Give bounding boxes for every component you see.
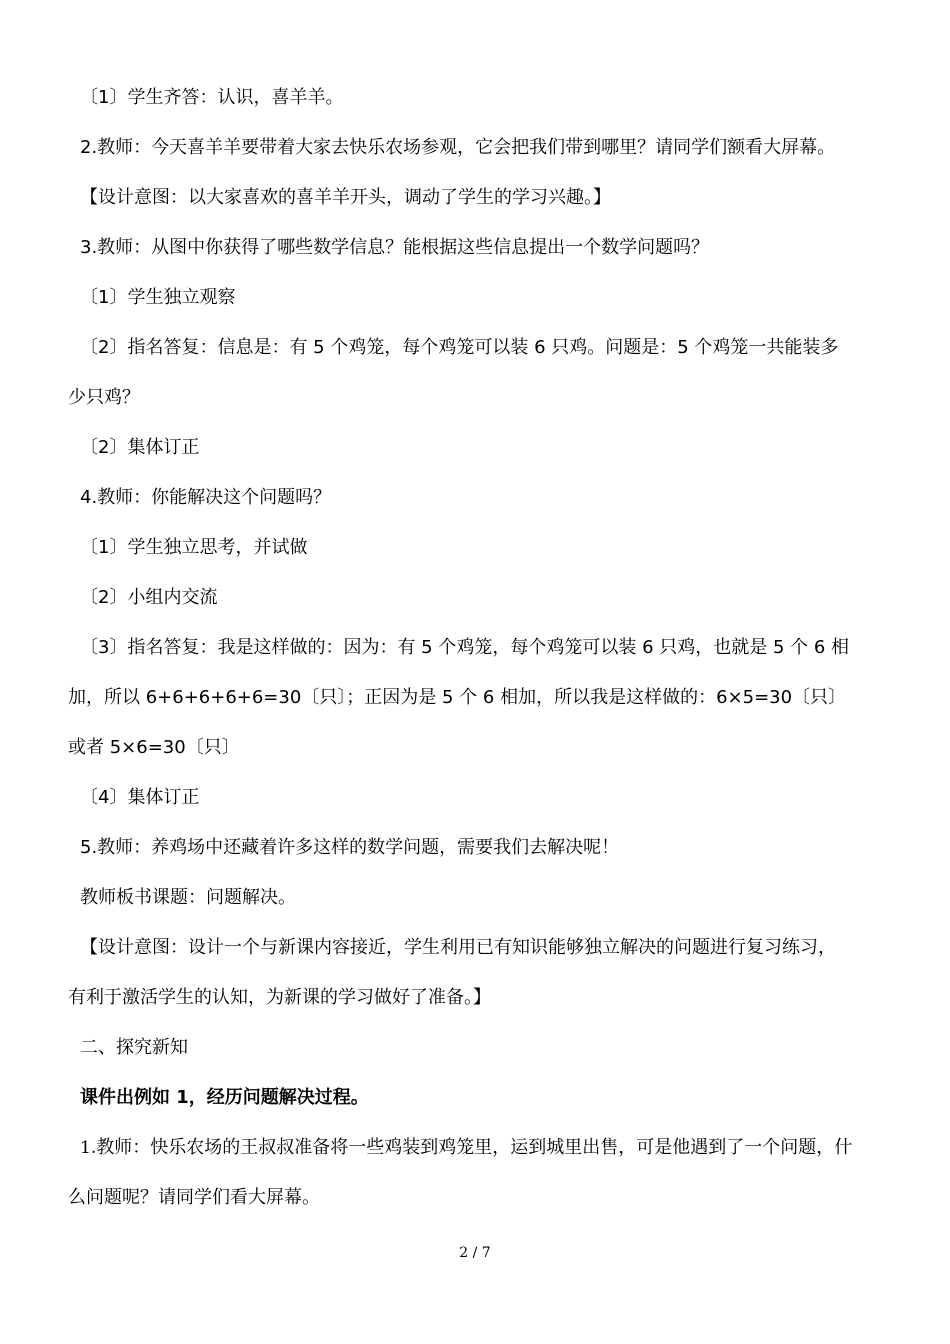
text-line-8: 4.教师：你能解决这个问题吗？ bbox=[80, 487, 332, 508]
text-line-6: 少只鸡？ bbox=[68, 387, 140, 408]
bold-subheading: 课件出例如 1，经历问题解决过程。 bbox=[80, 1087, 369, 1108]
text-line-11: 〔3〕指名答复：我是这样做的：因为：有 5 个鸡笼，每个鸡笼可以装 6 只鸡，也就是 5 个 6 相 bbox=[80, 637, 850, 658]
paragraph-number: 1. bbox=[80, 1138, 97, 1158]
text-line-5: 〔2〕指名答复：信息是：有 5 个鸡笼，每个鸡笼可以装 6 只鸡。问题是：5 个鸡笼一共能装多 bbox=[80, 337, 839, 358]
text-line-9: 〔1〕学生独立思考，并试做 bbox=[80, 537, 308, 558]
section-heading: 二、探究新知 bbox=[80, 1037, 188, 1058]
text-line-10: 〔2〕小组内交流 bbox=[80, 587, 218, 608]
text-line-4: 〔1〕学生独立观察 bbox=[80, 287, 236, 308]
design-intent-1: 【设计意图：以大家喜欢的喜羊羊开头，调动了学生的学习兴趣。】 bbox=[80, 187, 611, 208]
text-line-16: 教师板书课题：问题解决。 bbox=[80, 887, 296, 908]
design-intent-2-line-2: 有利于激活学生的认知，为新课的学习做好了准备。】 bbox=[68, 987, 491, 1008]
text-line-7: 〔2〕集体订正 bbox=[80, 437, 200, 458]
text-line-14: 〔4〕集体订正 bbox=[80, 787, 200, 808]
design-intent-2-line-1: 【设计意图：设计一个与新课内容接近，学生利用已有知识能够独立解决的问题进行复习练习， bbox=[80, 937, 836, 958]
text-line-3: 3.教师：从图中你获得了哪些数学信息？能根据这些信息提出一个数学问题吗？ bbox=[80, 237, 710, 258]
last-paragraph-text-1: 教师：快乐农场的王叔叔准备将一些鸡装到鸡笼里，运到城里出售，可是他遇到了一个问题，什 bbox=[96, 1137, 853, 1158]
text-line-1: 〔1〕学生齐答：认识，喜羊羊。 bbox=[80, 87, 344, 108]
text-line-15: 5.教师：养鸡场中还藏着许多这样的数学问题，需要我们去解决呢！ bbox=[80, 837, 620, 858]
text-line-13: 或者 5×6=30〔只〕 bbox=[68, 737, 240, 758]
last-paragraph-line-2: 么问题呢？请同学们看大屏幕。 bbox=[68, 1187, 320, 1208]
last-paragraph-line-1 bbox=[80, 1136, 852, 1160]
text-line-12: 加，所以 6+6+6+6+6=30〔只〕；正因为是 5 个 6 相加，所以我是这样做的：6×5=30〔只〕 bbox=[68, 687, 847, 708]
text-line-2: 2.教师：今天喜羊羊要带着大家去快乐农场参观，它会把我们带到哪里？请同学们额看大屏幕。 bbox=[80, 137, 836, 158]
page-number: 2 / 7 bbox=[459, 1245, 491, 1261]
